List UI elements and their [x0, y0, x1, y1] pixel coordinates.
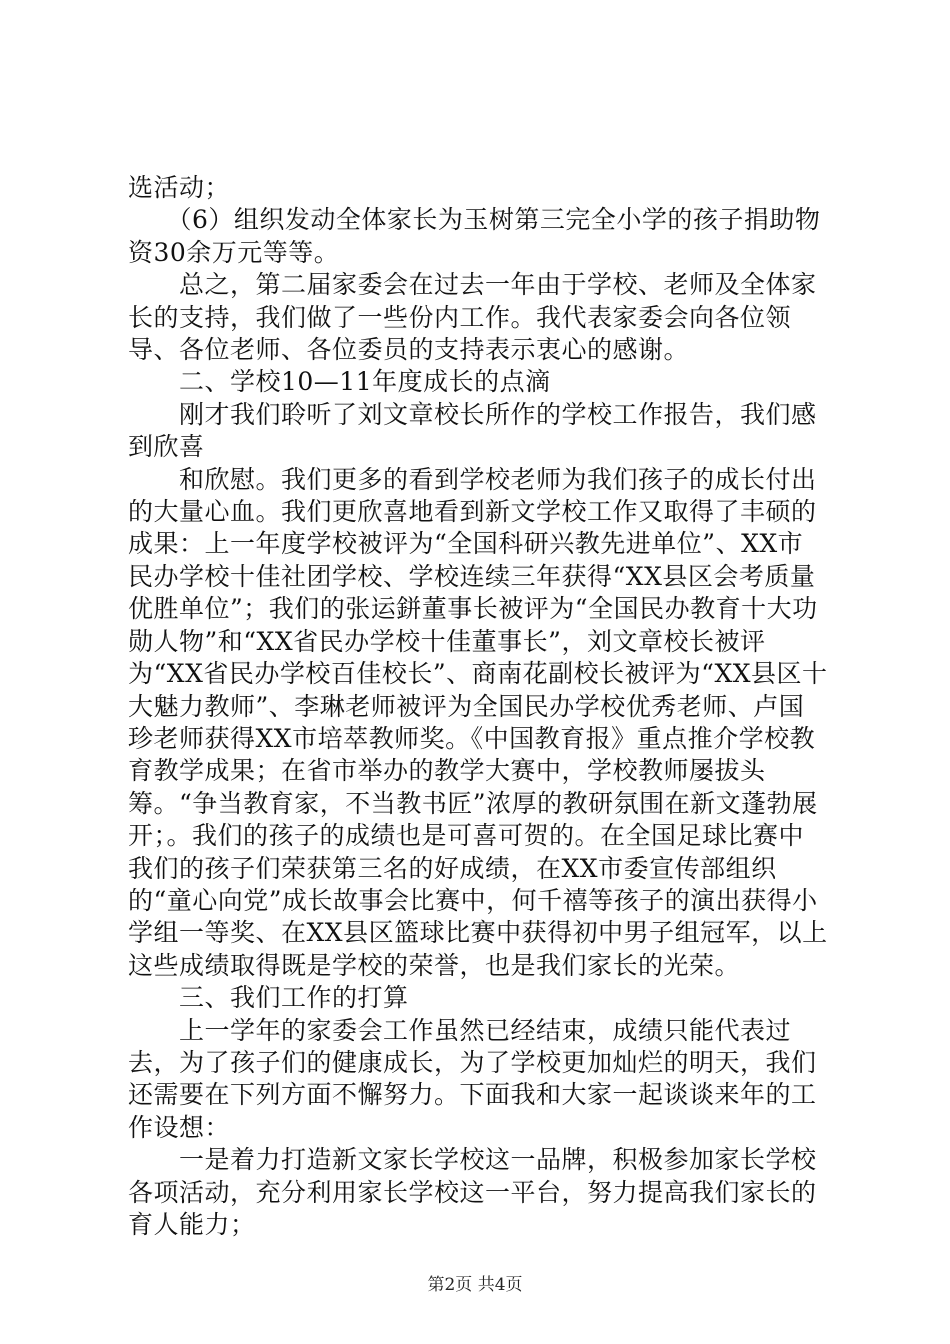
- paragraph-1: 选活动；: [128, 173, 231, 202]
- page-number-footer: 第2页 共4页: [427, 1275, 523, 1295]
- paragraph-5: 和欣慰。我们更多的看到学校老师为我们孩子的成长付出的大量心血。我们更欣喜地看到新文学校工作又取得了丰硕的成果：上一年度学校被评为“全国科研兴教先进单位”、XX市民办学校十佳社团学校、学校连续三年获得“XX县区会考质量优胜单位”；我们的张运鉼董事长被评为“全国民办教育十大功勋人物”和“XX省民办学校十佳董事长”，刘文章校长被评为“XX省民办学校百佳校长”、商南花副校长被评为“XX县区十大魅力教师”、李琳老师被评为全国民办学校优秀老师、卢国珍老师获得XX市培萃教师奖。《中国教育报》重点推介学校教育教学成果；在省市举办的教学大赛中，学校教师屡拔头筹。“争当教育家，不当教书匠”浓厚的教研氛围在新文蓬勃展开；。我们的孩子的成绩也是可喜可贺的。在全国足球比赛中我们的孩子们荣获第三名的好成绩，在XX市委宣传部组织的“童心向党”成长故事会比赛中，何千禧等孩子的演出获得小学组一等奖、在XX县区篮球比赛中获得初中男子组冠军，以上这些成绩取得既是学校的荣誉，也是我们家长的光荣。: [128, 464, 828, 980]
- document-body: [128, 172, 828, 1241]
- paragraph-4: 刚才我们聆听了刘文章校长所作的学校工作报告，我们感到欣喜: [128, 399, 817, 462]
- section-heading-3: 三、我们工作的打算: [128, 983, 409, 1013]
- section-heading-2: 二、学校10—11年度成长的点滴: [128, 367, 551, 397]
- paragraph-3: 总之，第二届家委会在过去一年由于学校、老师及全体家长的支持，我们做了一些份内工作。我代表家委会向各位领导、各位老师、各位委员的支持表示衷心的感谢。: [128, 270, 817, 365]
- paragraph-2: （6）组织发动全体家长为玉树第三完全小学的孩子捐助物资30余万元等等。: [128, 205, 821, 267]
- paragraph-7: 一是着力打造新文家长学校这一品牌，积极参加家长学校各项活动，充分利用家长学校这一平台，努力提高我们家长的育人能力；: [128, 1145, 817, 1239]
- paragraph-6: 上一学年的家委会工作虽然已经结束，成绩只能代表过去，为了孩子们的健康成长，为了学校更加灿烂的明天，我们还需要在下列方面不懈努力。下面我和大家一起谈谈来年的工作设想：: [128, 1015, 817, 1142]
